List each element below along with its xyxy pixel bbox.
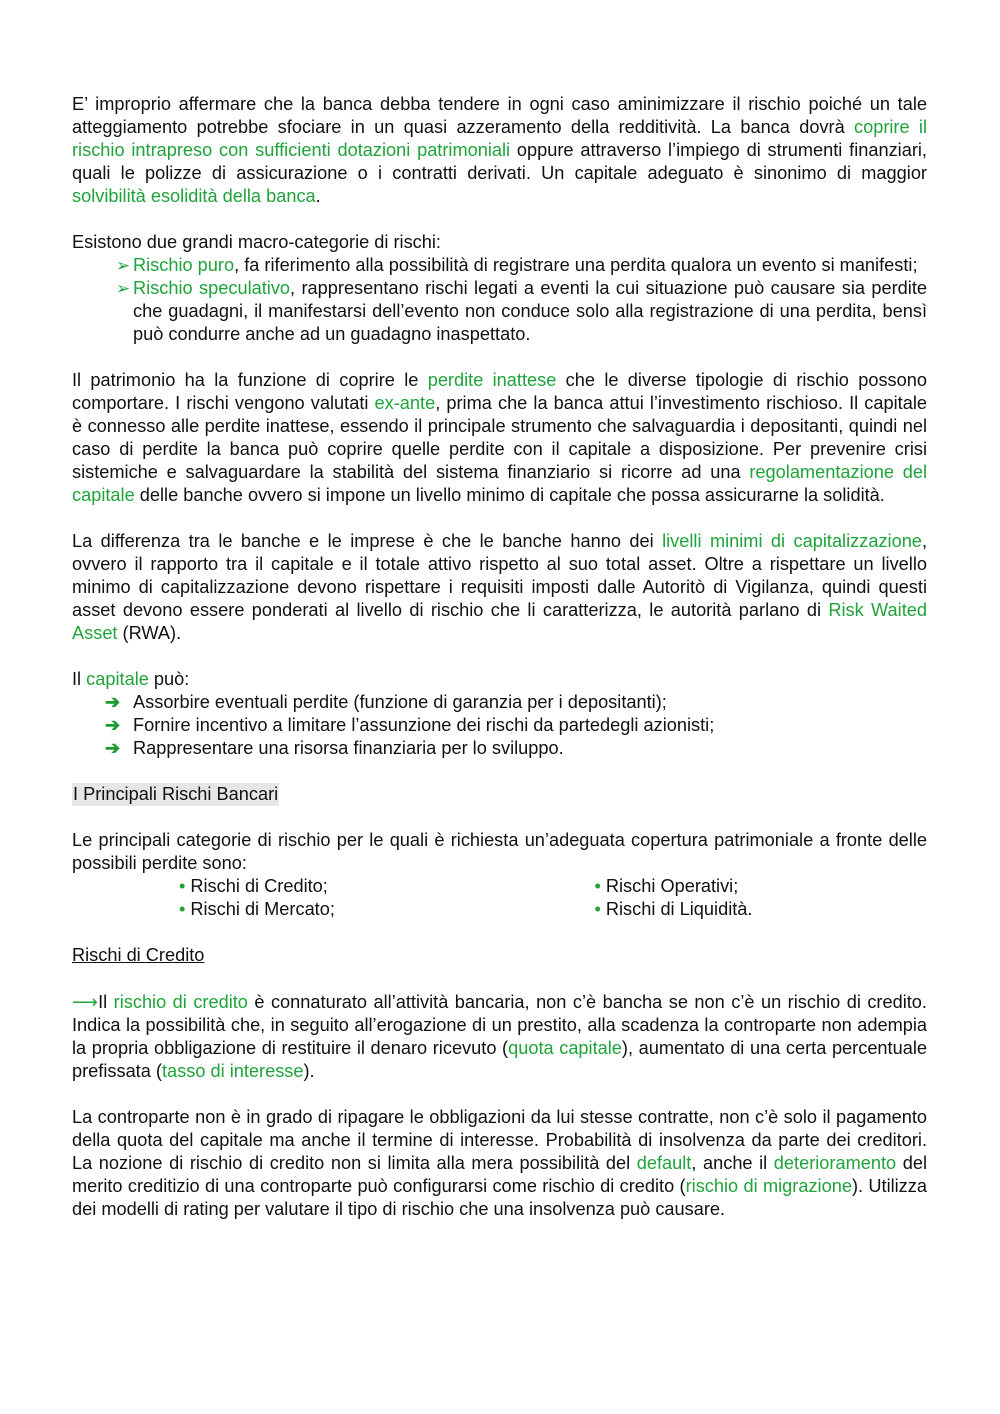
highlight-term: deterioramento xyxy=(773,1153,897,1173)
risk-types-column-left xyxy=(72,875,500,921)
text: ). Utilizza dei modelli di rating per valutare il tipo di rischio che una insolvenza può causare. xyxy=(72,1176,927,1219)
list-item xyxy=(179,875,500,898)
highlight-term: coprire il rischio intrapreso con sufficienti dotazioni patrimoniali xyxy=(72,117,927,160)
text: La controparte non è in grado di ripagare le obbligazioni da lui stesse contratte, non c’è solo il pagamento della quota del capitale ma anche il termine di interesse. Probabilità di insolvenza da parte dei creditori. La nozione di rischio di credito non si limita alla mera possibilità del xyxy=(72,1107,927,1173)
list-item xyxy=(72,254,927,277)
text: , ovvero il rapporto tra il capitale e il totale attivo rispetto al suo total asset. Oltre a rispettare un livello minimo di capitalizzazione devono rispettare i requisiti imposti dalle Autoritò di Vigilanza, quindi questi asset devono essere ponderati al livello di rischio che li caratterizza, le autorità parlano di xyxy=(72,531,927,620)
text: Il xyxy=(72,669,87,689)
risk-types-column-right xyxy=(500,875,928,921)
highlight-term: rischio di migrazione xyxy=(685,1176,852,1196)
list-item xyxy=(595,898,928,921)
highlight-term: solvibilità esolidità della banca xyxy=(72,186,316,206)
section-heading-rischi-credito xyxy=(72,944,927,967)
text: può: xyxy=(148,669,190,689)
highlight-term: rischio di credito xyxy=(113,992,248,1012)
arrowhead-bullet-icon: ➢ xyxy=(116,256,131,275)
text: Rischi di Liquidità. xyxy=(605,899,753,919)
text: che le diverse tipologie di rischio possono comportare. I rischi vengono valutati xyxy=(72,370,927,413)
section-heading-principali-rischi xyxy=(72,783,927,806)
list-item xyxy=(72,737,927,760)
highlight-term: quota capitale xyxy=(508,1038,622,1058)
principali-rischi-intro: Le principali categorie di rischio per le quali è richiesta un’adeguata copertura patrimoniale a fronte delle possibili perdite sono: xyxy=(72,830,927,873)
list-item xyxy=(595,875,928,898)
text: Rischi Operativi; xyxy=(605,876,739,896)
text: è connaturato all’attività bancaria, non c’è bancha se non c’è un rischio di credito. Indica la possibilità che, in seguito all’erogazione di un prestito, alla scadenza la controparte non adempia la propria obbligazione di restituire il denaro ricevuto ( xyxy=(72,992,927,1058)
text: . xyxy=(315,186,321,206)
capitale-section xyxy=(72,668,927,760)
section-heading: I Principali Rischi Bancari xyxy=(73,784,279,804)
text: , rappresentano rischi legati a eventi la cui situazione può causare sia perdite che guadagni, il manifestarsi dell’evento non conduce solo alla registrazione di una perdita, bensì può condurre anche ad un guadagno inaspettato. xyxy=(133,278,927,344)
right-arrow-icon: ➔ xyxy=(105,715,121,735)
capitale-intro xyxy=(72,668,927,691)
paragraph-insolvenza xyxy=(72,1106,927,1221)
highlight-term: Risk Waited Asset xyxy=(72,600,927,643)
paragraph-rischio-credito xyxy=(72,991,927,1083)
list-item xyxy=(179,898,500,921)
dot-bullet-icon: • xyxy=(594,876,601,896)
risk-categories-section xyxy=(72,231,927,346)
highlight-term: livelli minimi di capitalizzazione xyxy=(662,531,922,551)
text: del merito creditizio di una controparte può configurarsi come rischio di credito ( xyxy=(72,1153,927,1196)
text: Assorbire eventuali perdite (funzione di garanzia per i depositanti); xyxy=(133,692,667,712)
text: ). xyxy=(303,1061,315,1081)
risk-types-columns xyxy=(72,875,927,921)
document-page xyxy=(72,93,927,1221)
text: Rischi di Mercato; xyxy=(190,899,335,919)
text: delle banche ovvero si impone un livello minimo di capitale che possa assicurarne la solidità. xyxy=(134,485,885,505)
highlight-term: Rischio speculativo xyxy=(133,278,291,298)
text: (RWA). xyxy=(117,623,182,643)
text: E’ improprio affermare che la banca debba tendere in ogni caso aminimizzare il rischio poiché un tale atteggiamento potrebbe sfociare in un quasi azzeramento della redditività. La banca dovrà xyxy=(72,94,927,137)
paragraph-capital-adequacy xyxy=(72,93,927,208)
highlight-term: default xyxy=(636,1153,692,1173)
text: ), aumentato di una certa percentuale prefissata ( xyxy=(72,1038,927,1081)
text: oppure attraverso l’impiego di strumenti finanziari, quali le polizze di assicurazione o i contratti derivati. Un capitale adeguato è sinonimo di maggior xyxy=(72,140,927,183)
list-item xyxy=(72,691,927,714)
risk-categories-list xyxy=(72,254,927,346)
list-item xyxy=(72,714,927,737)
text: Rischi di Credito; xyxy=(190,876,328,896)
text: Rappresentare una risorsa finanziaria per lo sviluppo. xyxy=(133,738,564,758)
right-arrow-icon: ➔ xyxy=(105,692,121,712)
text: , prima che la banca attui l’investimento rischioso. Il capitale è connesso alle perdite inattese, essendo il principale strumento che salvaguardia i depositanti, quindi nel caso di perdite la banca può coprire quelle perdite con il capitale a disposizione. Per prevenire crisi sistemiche e salvaguardare la stabilità del sistema finanziario si ricorre ad una xyxy=(72,393,927,482)
highlight-term: perdite inattese xyxy=(427,370,557,390)
text: Il xyxy=(98,992,114,1012)
long-right-arrow-icon: ⟶ xyxy=(72,992,99,1012)
highlight-term: regolamentazione del capitale xyxy=(72,462,927,505)
text: , fa riferimento alla possibilità di registrare una perdita qualora un evento si manifesti; xyxy=(234,255,918,275)
right-arrow-icon: ➔ xyxy=(105,738,121,758)
paragraph-capitalizzazione xyxy=(72,530,927,645)
highlight-term: ex-ante xyxy=(374,393,436,413)
text: Fornire incentivo a limitare l’assunzione dei rischi da partedegli azionisti; xyxy=(133,715,715,735)
dot-bullet-icon: • xyxy=(179,876,186,896)
dot-bullet-icon: • xyxy=(594,899,601,919)
paragraph-patrimonio xyxy=(72,369,927,507)
text: La differenza tra le banche e le imprese è che le banche hanno dei xyxy=(72,531,663,551)
dot-bullet-icon: • xyxy=(179,899,186,919)
section-heading: Rischi di Credito xyxy=(72,945,205,965)
list-item xyxy=(72,277,927,346)
text: , anche il xyxy=(691,1153,774,1173)
risk-categories-intro: Esistono due grandi macro-categorie di rischi: xyxy=(72,232,441,252)
highlight-term: Rischio puro xyxy=(133,255,235,275)
highlight-term: capitale xyxy=(86,669,149,689)
text: Il patrimonio ha la funzione di coprire le xyxy=(72,370,428,390)
highlight-term: tasso di interesse xyxy=(161,1061,304,1081)
principali-rischi-section xyxy=(72,829,927,921)
arrowhead-bullet-icon: ➢ xyxy=(116,279,131,298)
capitale-functions-list xyxy=(72,691,927,760)
